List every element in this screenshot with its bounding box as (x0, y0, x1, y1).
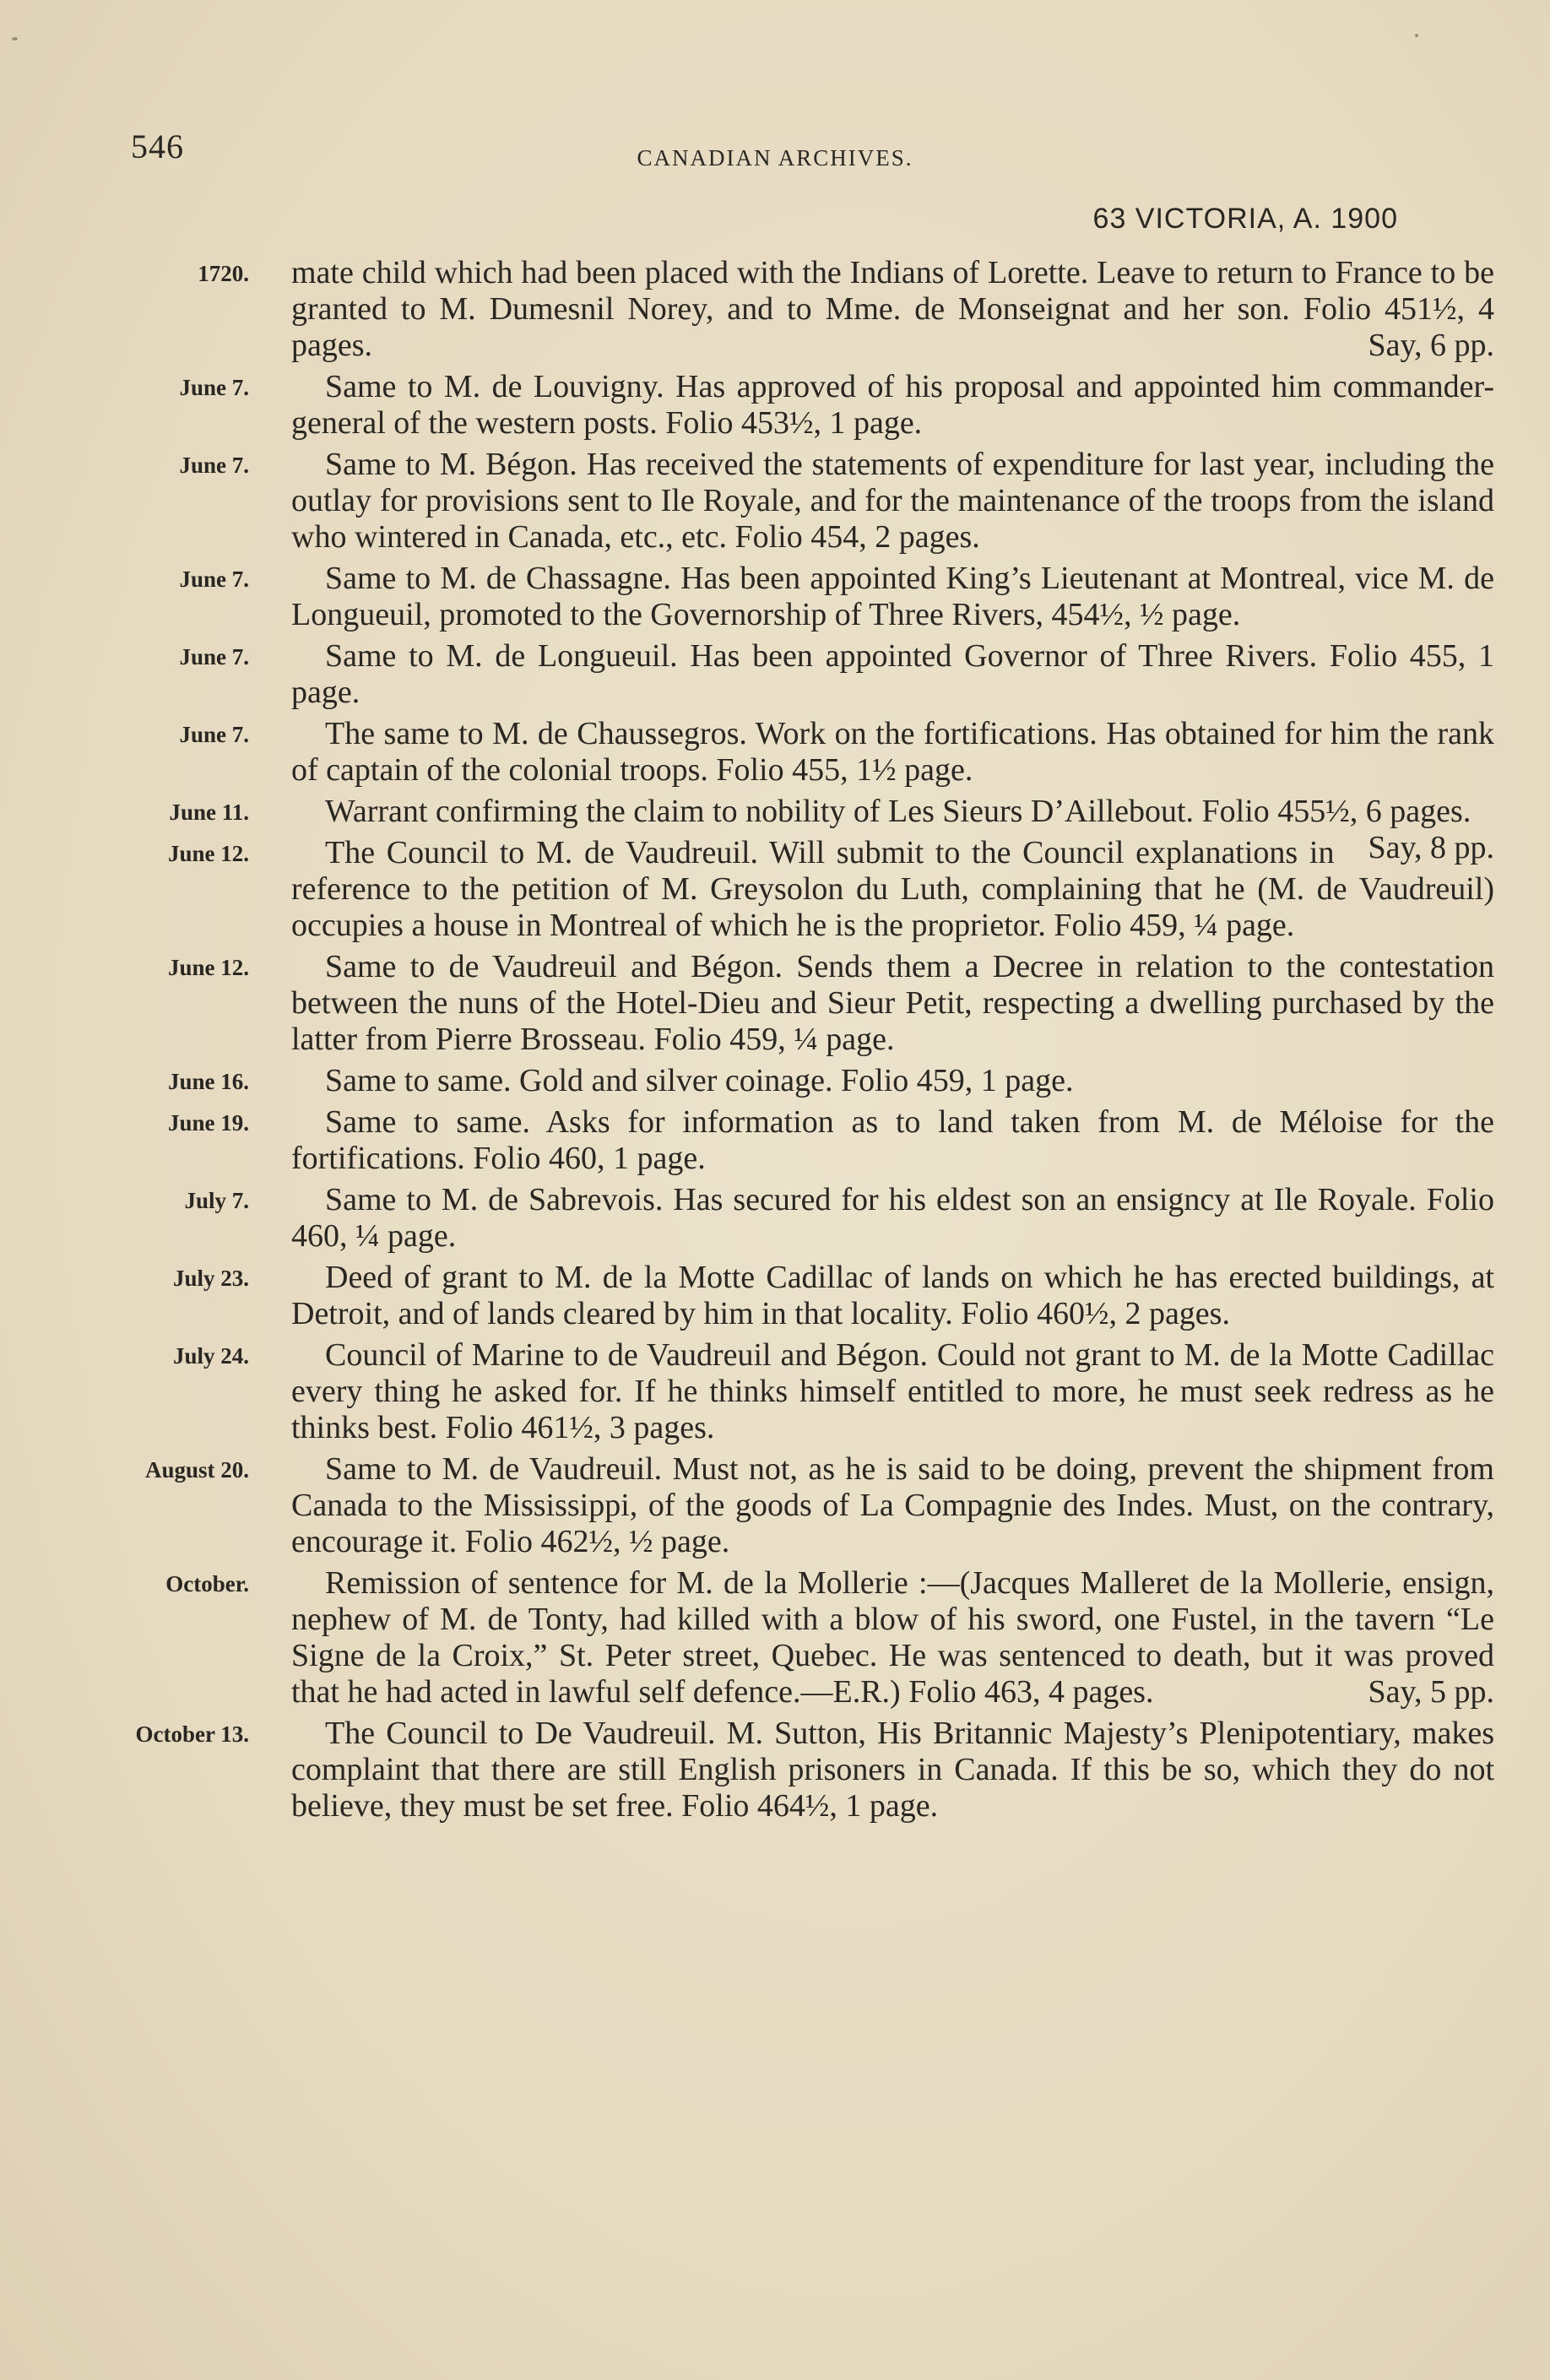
entry-date: June 12. (167, 841, 249, 866)
entry-text (291, 447, 1494, 556)
entry-date: June 16. (167, 1069, 249, 1094)
entry-date: June 11. (169, 800, 249, 825)
paper-speck (1415, 34, 1418, 37)
entry-body: Remission of sentence for M. de la Mollerie :—(Jacques Malleret de la Mollerie, ensign, nephew of M. de Tonty, had killed with a blow of his sword, one Fustel, in the tavern “Le Signe de la Croix,” St. Peter street, Quebec. He was sentenced to death, but it was proved that he had acted in lawful self defence.—E.R.) Folio 463, 4 pages. (291, 1565, 1494, 1710)
entry-text (291, 1260, 1494, 1332)
entry-page-count: Say, 8 pp. (1368, 830, 1494, 865)
entry-body: Same to de Vaudreuil and Bégon. Sends them a Decree in relation to the contestation between the nuns of the Hotel-Dieu and Sieur Petit, respecting a dwelling purchased by the latter from Pierre Brosseau. Folio 459, ¼ page. (291, 949, 1494, 1057)
entry-date: June 12. (167, 955, 249, 980)
calendar-entry (101, 255, 1494, 364)
entry-body: Same to M. de Vaudreuil. Must not, as he is said to be doing, prevent the shipment from Canada to the Mississippi, of the goods of La Compagnie des Indes. Must, on the contrary, encourage it. Folio 462½, ½ page. (291, 1451, 1494, 1559)
entry-body: mate child which had been placed with the Indians of Lorette. Leave to return to France to be granted to M. Dumesnil Norey, and to Mme. de Monseignat and her son. Folio 451½, 4 pages. (291, 255, 1494, 363)
calendar-entry (101, 1451, 1494, 1560)
calendar-entries (101, 255, 1494, 1830)
session-header: 63 VICTORIA, A. 1900 (1092, 203, 1398, 235)
entry-date: June 7. (179, 453, 249, 478)
entry-page-count: Say, 5 pp. (1368, 1674, 1494, 1710)
entry-body: Warrant confirming the claim to nobility of Les Sieurs D’Aillebout. Folio 455½, 6 pages. (325, 794, 1471, 829)
entry-text (291, 835, 1494, 944)
entry-text (291, 1063, 1494, 1099)
entry-date: October. (165, 1571, 249, 1597)
page-number: 546 (131, 127, 184, 165)
entry-body: Same to same. Gold and silver coinage. Folio 459, 1 page. (325, 1063, 1074, 1098)
entry-text (291, 255, 1494, 364)
running-head: CANADIAN ARCHIVES. (637, 145, 913, 171)
calendar-entry (101, 447, 1494, 556)
entry-date: June 7. (179, 375, 249, 400)
entry-body: The Council to M. de Vaudreuil. Will submit to the Council explanations in reference to the petition of M. Greysolon du Luth, complaining that he (M. de Vaudreuil) occupies a house in Montreal of which he is the proprietor. Folio 459, ¼ page. (291, 835, 1494, 943)
calendar-entry (101, 369, 1494, 442)
entry-body: Same to M. de Chassagne. Has been appointed King’s Lieutenant at Montreal, vice M. de Longueuil, promoted to the Governorship of Three Rivers, 454½, ½ page. (291, 561, 1494, 632)
entry-date: July 23. (172, 1266, 249, 1291)
calendar-entry (101, 1716, 1494, 1824)
entry-body: Same to same. Asks for information as to land taken from M. de Méloise for the fortifications. Folio 460, 1 page. (291, 1104, 1494, 1176)
entry-body: The same to M. de Chaussegros. Work on the fortifications. Has obtained for him the rank of captain of the colonial troops. Folio 455, 1½ page. (291, 716, 1494, 788)
entry-text (291, 369, 1494, 442)
entry-body: The Council to De Vaudreuil. M. Sutton, His Britannic Majesty’s Plenipotentiary, makes complaint that there are still English prisoners in Canada. If this be so, which they do not believe, they must be set free. Folio 464½, 1 page. (291, 1716, 1494, 1824)
calendar-entry (101, 949, 1494, 1058)
entry-date: June 7. (179, 722, 249, 747)
entry-text (291, 794, 1494, 865)
entry-body: Same to M. de Sabrevois. Has secured for his eldest son an ensigncy at Ile Royale. Folio 460, ¼ page. (291, 1182, 1494, 1254)
entry-date: July 7. (184, 1188, 249, 1213)
entry-text (291, 1337, 1494, 1446)
entry-date: July 24. (172, 1343, 249, 1369)
entry-body: Same to M. de Longueuil. Has been appointed Governor of Three Rivers. Folio 455, 1 page. (291, 638, 1494, 710)
calendar-entry (101, 1063, 1401, 1099)
calendar-entry (101, 1337, 1494, 1446)
entry-text (291, 716, 1494, 789)
calendar-entry (101, 1104, 1494, 1177)
entry-date: August 20. (144, 1457, 249, 1483)
entry-text (291, 1565, 1494, 1710)
calendar-entry (101, 716, 1494, 789)
entry-text (291, 1182, 1494, 1255)
entry-date: 1720. (198, 261, 249, 286)
entry-body: Deed of grant to M. de la Motte Cadillac of lands on which he has erected buildings, at Detroit, and of lands cleared by him in that locality. Folio 460½, 2 pages. (291, 1260, 1494, 1331)
entry-text (291, 1716, 1494, 1824)
entry-date: June 19. (167, 1110, 249, 1136)
entry-body: Council of Marine to de Vaudreuil and Bégon. Could not grant to M. de la Motte Cadillac every thing he asked for. If he thinks himself entitled to more, he must seek redress as he thinks best. Folio 461½, 3 pages. (291, 1337, 1494, 1445)
entry-body: Same to M. Bégon. Has received the statements of expenditure for last year, including the outlay for provisions sent to Ile Royale, and for the maintenance of the troops from the island who wintered in Canada, etc., etc. Folio 454, 2 pages. (291, 447, 1494, 555)
entry-text (291, 1451, 1494, 1560)
entry-text (291, 561, 1494, 633)
entry-page-count: Say, 6 pp. (1368, 328, 1494, 363)
entry-date: June 7. (179, 644, 249, 670)
entry-body: Same to M. de Louvigny. Has approved of his proposal and appointed him commander-general of the western posts. Folio 453½, 1 page. (291, 369, 1494, 441)
entry-text (291, 638, 1494, 711)
entry-text (291, 949, 1494, 1058)
calendar-entry (101, 638, 1494, 711)
paper-speck (12, 37, 18, 41)
calendar-entry (101, 561, 1494, 633)
entry-date: June 7. (179, 567, 249, 592)
entry-date: October 13. (135, 1721, 249, 1747)
entry-text (291, 1104, 1494, 1177)
calendar-entry (101, 1260, 1494, 1332)
calendar-entry (101, 1565, 1494, 1710)
calendar-entry (101, 1182, 1494, 1255)
